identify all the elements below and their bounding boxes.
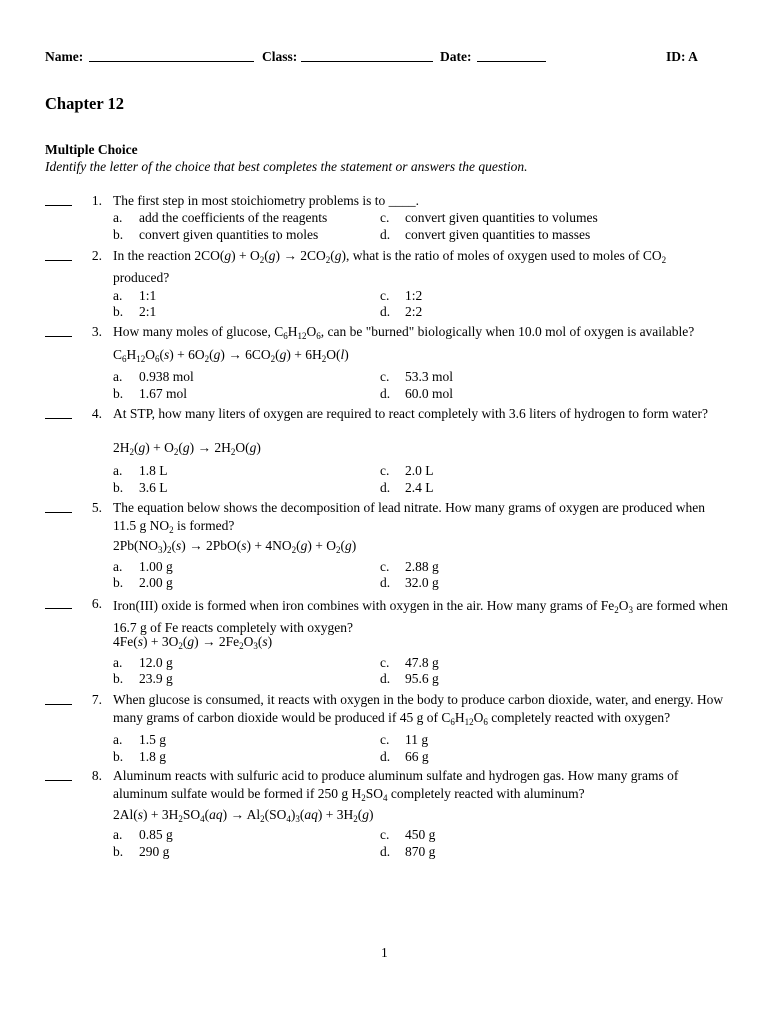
- answer-blank[interactable]: [45, 260, 72, 261]
- question-number: 6.: [91, 596, 102, 611]
- class-label: Class:: [262, 49, 298, 64]
- choice-letter: d.: [380, 575, 391, 590]
- page-number: 1: [381, 945, 388, 960]
- question-text: Iron(III) oxide is formed when iron combines with oxygen in the air. How many grams of $Fe_2O_3$ are formed when 16.7 g of Fe reacts completely with oxygen?: [113, 598, 728, 635]
- choice-text: 2:2: [405, 304, 423, 319]
- choice-text: 1.67 mol: [139, 386, 188, 401]
- choice-text: 450 g: [405, 827, 436, 842]
- choice-text: 2.0 L: [405, 463, 434, 478]
- choice-letter: d.: [380, 844, 391, 859]
- chapter-title: Chapter 12: [45, 94, 124, 113]
- choice-text: 2:1: [139, 304, 157, 319]
- choice-letter: c.: [380, 827, 390, 842]
- answer-blank[interactable]: [45, 608, 72, 609]
- choice-text: 11 g: [405, 732, 429, 747]
- choice-text: convert given quantities to volumes: [405, 210, 598, 225]
- name-label: Name:: [45, 49, 84, 64]
- reaction-equation: $C_6H_{12}O_6(s) + 6O_2(g) \to 6CO_2(g) + 6H_2O(l)$: [113, 347, 349, 364]
- question-text: When glucose is consumed, it reacts with oxygen in the body to produce carbon dioxide, water, and energy. How many grams of carbon dioxide would be produced if 45 g of $C_6H_{12}O_6$ completely reacted with oxygen?: [113, 692, 724, 727]
- choice-letter: d.: [380, 480, 391, 495]
- choice-text: convert given quantities to masses: [405, 227, 591, 242]
- choice-text: 2.4 L: [405, 480, 434, 495]
- choice-text: 3.6 L: [139, 480, 168, 495]
- choice-letter: d.: [380, 671, 391, 686]
- choice-letter: b.: [113, 304, 124, 319]
- choice-letter: b.: [113, 844, 124, 859]
- answer-blank[interactable]: [45, 780, 72, 781]
- choice-text: 53.3 mol: [405, 369, 454, 384]
- question-text: Aluminum reacts with sulfuric acid to produce aluminum sulfate and hydrogen gas. How many grams of aluminum sulfate would be formed if 250 g $H_2SO_4$ completely reacted with aluminum?: [113, 768, 679, 803]
- answer-blank[interactable]: [45, 512, 72, 513]
- choice-letter: b.: [113, 480, 124, 495]
- answer-blank[interactable]: [45, 704, 72, 705]
- choice-letter: a.: [113, 655, 123, 670]
- answer-blank[interactable]: [45, 336, 72, 337]
- question-text: In the reaction $2CO(g) + O_2(g) \to 2CO_2(g)$, what is the ratio of moles of oxygen used to moles of $CO_2$ produced?: [113, 248, 667, 285]
- choice-text: 0.85 g: [139, 827, 173, 842]
- question-number: 4.: [91, 406, 102, 421]
- question-text: The equation below shows the decomposition of lead nitrate. How many grams of oxygen are produced when 11.5 g $NO_2$ is formed?: [113, 500, 705, 535]
- choice-letter: a.: [113, 559, 123, 574]
- choice-letter: d.: [380, 304, 391, 319]
- choice-letter: b.: [113, 386, 124, 401]
- choice-text: 47.8 g: [405, 655, 439, 670]
- choice-text: 32.0 g: [405, 575, 439, 590]
- choice-text: 1.8 g: [139, 749, 166, 764]
- choice-text: 1.00 g: [139, 559, 173, 574]
- choice-letter: c.: [380, 369, 390, 384]
- question-number: 2.: [91, 248, 102, 263]
- question-text: The first step in most stoichiometry problems is to ____.: [113, 193, 419, 208]
- question-number: 8.: [91, 768, 102, 783]
- choice-text: 60.0 mol: [405, 386, 454, 401]
- choice-text: 2.00 g: [139, 575, 173, 590]
- choice-text: 66 g: [405, 749, 429, 764]
- choice-text: 23.9 g: [139, 671, 173, 686]
- choice-text: 1.8 L: [139, 463, 168, 478]
- question-text: At STP, how many liters of oxygen are required to react completely with 3.6 liters of hydrogen to form water?: [113, 406, 708, 421]
- choice-text: 1.5 g: [139, 732, 166, 747]
- question-number: 7.: [91, 692, 102, 707]
- choice-text: 0.938 mol: [139, 369, 194, 384]
- choice-text: 1:2: [405, 288, 423, 303]
- choice-letter: c.: [380, 559, 390, 574]
- choice-letter: b.: [113, 575, 124, 590]
- name-field[interactable]: [89, 50, 254, 62]
- reaction-equation: $4Fe(s) + 3O_2(g) \to 2Fe_2O_3(s)$: [113, 634, 273, 651]
- date-field[interactable]: [477, 50, 546, 62]
- section-title: Multiple Choice: [45, 142, 138, 157]
- class-field[interactable]: [301, 50, 433, 62]
- question-number: 1.: [91, 193, 102, 208]
- choice-letter: c.: [380, 655, 390, 670]
- choice-letter: b.: [113, 749, 124, 764]
- choice-letter: c.: [380, 463, 390, 478]
- instructions: Identify the letter of the choice that best completes the statement or answers the question.: [45, 159, 528, 174]
- choice-letter: a.: [113, 732, 123, 747]
- choice-letter: a.: [113, 210, 123, 225]
- choice-letter: a.: [113, 827, 123, 842]
- answer-blank[interactable]: [45, 418, 72, 419]
- choice-letter: b.: [113, 671, 124, 686]
- reaction-equation: $2Pb(NO_3)_2(s) \to 2PbO(s) + 4NO_2(g) + O_2(g)$: [113, 538, 357, 555]
- question-number: 3.: [91, 324, 102, 339]
- question-text: How many moles of glucose, $C_6H_{12}O_6$, can be "burned" biologically when 10.0 mol of oxygen is available?: [113, 324, 695, 341]
- answer-blank[interactable]: [45, 205, 72, 206]
- id-label: ID: A: [666, 49, 698, 64]
- choice-text: 290 g: [139, 844, 170, 859]
- choice-letter: d.: [380, 749, 391, 764]
- choice-text: convert given quantities to moles: [139, 227, 319, 242]
- choice-text: 95.6 g: [405, 671, 439, 686]
- choice-letter: d.: [380, 386, 391, 401]
- reaction-equation: $2H_2(g) + O_2(g) \to 2H_2O(g)$: [113, 440, 261, 457]
- choice-text: add the coefficients of the reagents: [139, 210, 328, 225]
- date-label: Date:: [440, 49, 472, 64]
- choice-letter: c.: [380, 288, 390, 303]
- choice-text: 870 g: [405, 844, 436, 859]
- choice-letter: b.: [113, 227, 124, 242]
- choice-letter: a.: [113, 369, 123, 384]
- choice-text: 12.0 g: [139, 655, 173, 670]
- choice-text: 2.88 g: [405, 559, 439, 574]
- reaction-equation: $2Al(s) + 3H_2SO_4(aq) \to Al_2(SO_4)_3(aq) + 3H_2(g)$: [113, 807, 374, 824]
- choice-letter: c.: [380, 732, 390, 747]
- choice-letter: d.: [380, 227, 391, 242]
- choice-letter: c.: [380, 210, 390, 225]
- choice-text: 1:1: [139, 288, 157, 303]
- choice-letter: a.: [113, 288, 123, 303]
- choice-letter: a.: [113, 463, 123, 478]
- question-number: 5.: [91, 500, 102, 515]
